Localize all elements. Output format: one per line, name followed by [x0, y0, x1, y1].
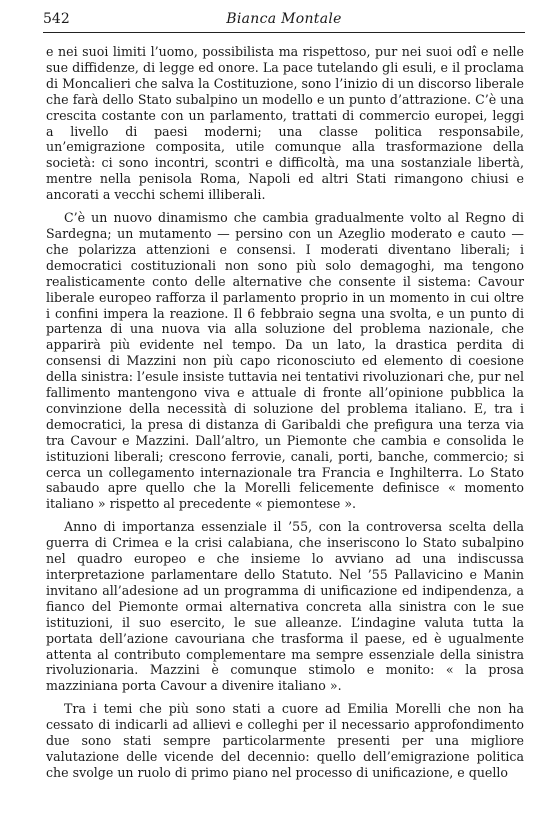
page-header	[43, 8, 525, 33]
paragraph-kingdom-of-sardinia: C’è un nuovo dinamismo che cambia gradualmente volto al Regno di Sardegna; un mutamento — persino con un Azeglio moderato e cauto — che polarizza attenzioni e consensi. I moderati diventano liberali; i democratici costituzionali non sono più solo demagoghi, ma tengono realisticamente conto delle alternative che consente il sistema: Cavour liberale europeo rafforza il parlamento proprio in un momento in cui oltre i confini impera la reazione. Il 6 febbraio segna una svolta, e un punto di partenza di una nuova via alla soluzione del problema nazionale, che apparirà più evidente nel tempo. Da un lato, la drastica perdita di consensi di Mazzini non più capo riconosciuto ed elemento di coesione della sinistra: l’esule insiste tuttavia nei tentativi rivoluzionari che, pur nel fallimento mantengono viva e attuale di fronte all’opinione pubblica la convinzione della necessità di soluzione del problema italiano. E, tra i democratici, la presa di distanza di Garibaldi che prefigura una terza via tra Cavour e Mazzini. Dall’altro, un Piemonte che cambia e consolida le istituzioni liberali; crescono ferrovie, canali, porti, banche, commercio; si cerca un collegamento internazionale tra Francia e Inghilterra. Lo Stato sabaudo apre quello che la Morelli felicemente definisce « momento italiano » rispetto al precedente « piemontese ».	[46, 210, 524, 512]
paragraph-year-55: Anno di importanza essenziale il ’55, con la controversa scelta della guerra di Crimea e la crisi calabiana, che inseriscono lo Stato subalpino nel quadro europeo e che insieme lo avviano ad una indiscussa interpretazione parlamentare dello Statuto. Nel ’55 Pallavicino e Manin invitano all’adesione ad un programma di unificazione ed indipendenza, a fianco del Piemonte ormai alternativa concreta alla sinistra con le sue istituzioni, il suo esercito, le sue alleanze. L’indagine valuta tutta la portata dell’azione cavouriana che trasforma il paese, ed è ugualmente attenta al contributo complementare ma sempre essenziale della sinistra rivoluzionaria. Mazzini è comunque stimolo e monito: « la prosa mazziniana porta Cavour a divenire italiano ».	[46, 519, 524, 694]
page-number: 542	[43, 11, 70, 27]
paragraph-morelli-themes: Tra i temi che più sono stati a cuore ad Emilia Morelli che non ha cessato di indicarli ad allievi e colleghi per il necessario approfondimento due sono stati sempre particolarmente presenti per una migliore valutazione delle vicende del decennio: quello dell’emigrazione politica che svolge un ruolo di primo piano nel processo di unificazione, e quello	[46, 701, 524, 780]
paragraph-continuation: e nei suoi limiti l’uomo, possibilista ma rispettoso, pur nei suoi odî e nelle sue diffidenze, di legge ed onore. La pace tutelando gli esuli, e il proclama di Moncalieri che salva la Costituzione, sono l’inizio di un discorso liberale che farà dello Stato subalpino un modello e un punto d’attrazione. C’è una crescita costante con un parlamento, trattati di commercio europei, leggi a livello di paesi moderni; una classe politica responsabile, un’emigrazione composita, utile comunque alla trasformazione della società: ci sono incontri, scontri e difficoltà, ma una sostanziale libertà, mentre nella penisola Roma, Napoli ed altri Stati rimangono chiusi e ancorati a vecchi schemi illiberali.	[46, 44, 524, 203]
body-text	[46, 44, 524, 788]
running-head-author: Bianca Montale	[226, 11, 342, 27]
